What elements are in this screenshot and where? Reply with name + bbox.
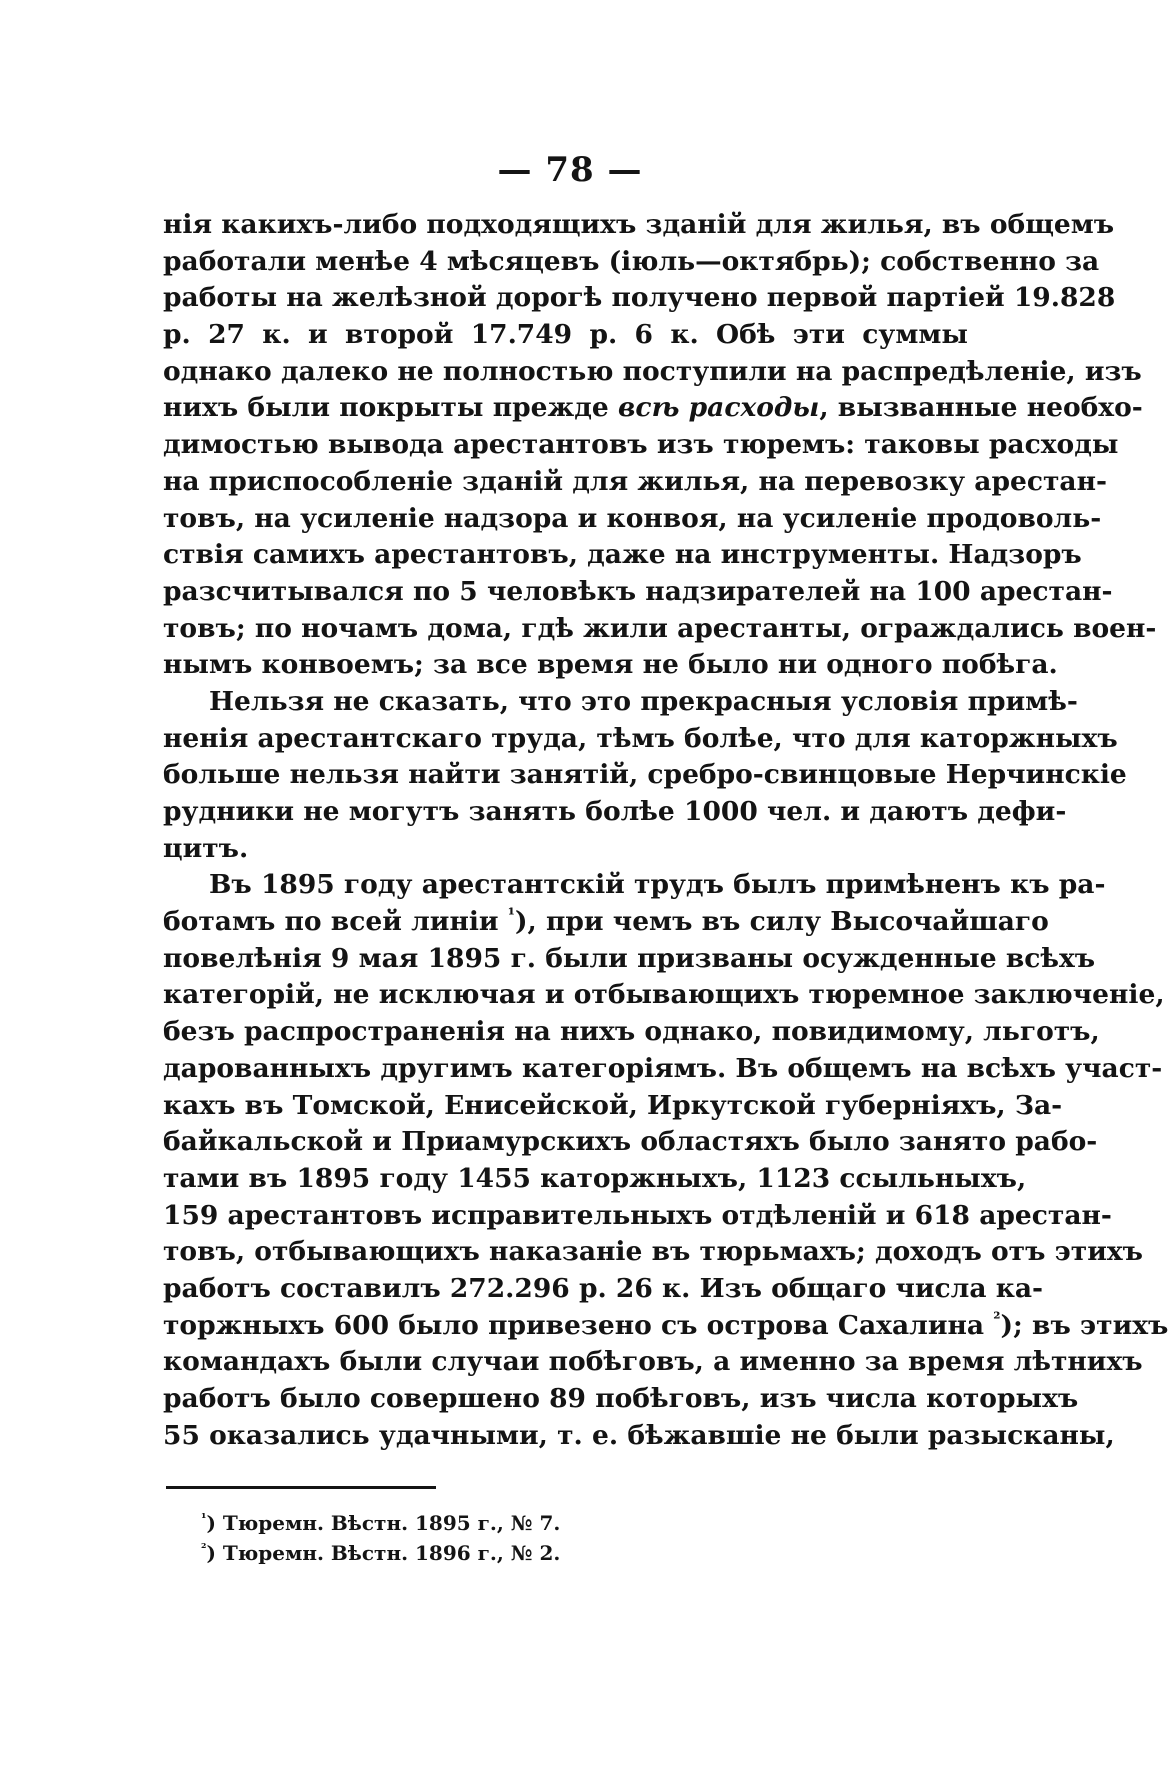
text-line: кахъ въ Томской, Енисейской, Иркутской губерніяхъ, За- [163, 1089, 1063, 1121]
text-line: Въ 1895 году арестантскій трудъ былъ примѣненъ къ ра- [209, 869, 1106, 901]
text-line: на приспособленіе зданій для жилья, на перевозку арестан- [163, 465, 1107, 497]
text-line: нымъ конвоемъ; за все время не было ни одного побѣга. [163, 649, 1058, 681]
text-segment: ботамъ по всей линіи [163, 906, 508, 938]
text-line: байкальской и Приамурскихъ областяхъ было занято рабо- [163, 1126, 1098, 1158]
text-segment: торжныхъ 600 было привезено съ острова Сахалина [163, 1309, 994, 1341]
footnotes [201, 1508, 701, 1568]
text-line: тами въ 1895 году 1455 каторжныхъ, 1123 ссыльныхъ, [163, 1162, 1027, 1194]
text-line: работъ было совершено 89 побѣговъ, изъ числа которыхъ [163, 1383, 1079, 1414]
text-line: димостью вывода арестантовъ изъ тюремъ: таковы расходы [163, 429, 1119, 461]
text-line: разсчитывался по 5 человѣкъ надзирателей на 100 арестан- [163, 575, 1113, 607]
text-line: товъ, на усиленіе надзора и конвоя, на усиленіе продоволь- [163, 502, 1102, 534]
footnote-mark: ² [201, 1540, 207, 1556]
body-text [163, 207, 1168, 1454]
text-line: дарованныхъ другимъ категоріямъ. Въ общемъ на всѣхъ участ- [163, 1052, 1163, 1084]
text-segment: , вызванные необхо- [819, 392, 1143, 424]
text-segment: ); въ этихъ [1000, 1309, 1168, 1341]
text-line [163, 904, 1049, 941]
footnote-separator [166, 1486, 436, 1489]
text-line: категорій, не исключая и отбывающихъ тюремное заключеніе, [163, 979, 1165, 1011]
text-line: 159 арестантовъ исправительныхъ отдѣленій и 618 арестан- [163, 1199, 1112, 1231]
emphasized-text: всѣ расходы [618, 392, 820, 424]
text-line: работъ составилъ 272.296 р. 26 к. Изъ общаго числа ка- [163, 1272, 1044, 1304]
text-line: однако далеко не полностью поступили на распредѣленіе, изъ [163, 355, 1142, 387]
text-line: ствія самихъ арестантовъ, даже на инструменты. Надзоръ [163, 539, 1082, 571]
footnote [201, 1538, 701, 1568]
text-line: 55 оказались удачными, т. е. бѣжавшіе не были разысканы, [163, 1419, 1115, 1451]
text-segment: ), при чемъ въ силу Высочайшаго [515, 906, 1049, 938]
page-number: — 78 — [497, 150, 643, 190]
footnote-reference[interactable]: ² [993, 1308, 1001, 1328]
footnote-text: ) Тюремн. Вѣстн. 1895 г., № 7. [206, 1511, 561, 1535]
text-line: рудники не могутъ занять болѣе 1000 чел. и даютъ дефи- [163, 796, 1067, 827]
text-line: командахъ были случаи побѣговъ, а именно за время лѣтнихъ [163, 1346, 1143, 1378]
footnote [201, 1508, 701, 1538]
text-line: р. 27 к. и второй 17.749 р. 6 к. Обѣ эти суммы [163, 319, 968, 351]
footnote-reference[interactable]: ¹ [507, 905, 515, 925]
text-line: Нельзя не сказать, что это прекрасныя условія примѣ- [209, 685, 1078, 717]
text-line: товъ, отбывающихъ наказаніе въ тюрьмахъ; доходъ отъ этихъ [163, 1236, 1143, 1268]
text-line: работали менѣе 4 мѣсяцевъ (іюль—октябрь); собственно за [163, 245, 1100, 277]
text-line: работы на желѣзной дорогѣ получено первой партіей 19.828 [163, 282, 1116, 314]
footnote-mark: ¹ [201, 1510, 207, 1526]
text-line: нія какихъ-либо подходящихъ зданій для жилья, въ общемъ [163, 209, 1115, 240]
text-line [163, 1308, 1168, 1345]
text-line: товъ; по ночамъ дома, гдѣ жили арестанты, ограждались воен- [163, 612, 1157, 644]
text-line [163, 390, 1143, 427]
text-line: цитъ. [163, 832, 249, 864]
text-segment: нихъ были покрыты прежде [163, 392, 619, 424]
footnote-text: ) Тюремн. Вѣстн. 1896 г., № 2. [206, 1541, 561, 1565]
text-line: ненія арестантскаго труда, тѣмъ болѣе, что для каторжныхъ [163, 722, 1118, 754]
text-line: повелѣнія 9 мая 1895 г. были призваны осужденные всѣхъ [163, 942, 1096, 974]
text-line: больше нельзя найти занятій, сребро-свинцовые Нерчинскіе [163, 759, 1127, 791]
text-line: безъ распространенія на нихъ однако, повидимому, льготъ, [163, 1016, 1100, 1048]
